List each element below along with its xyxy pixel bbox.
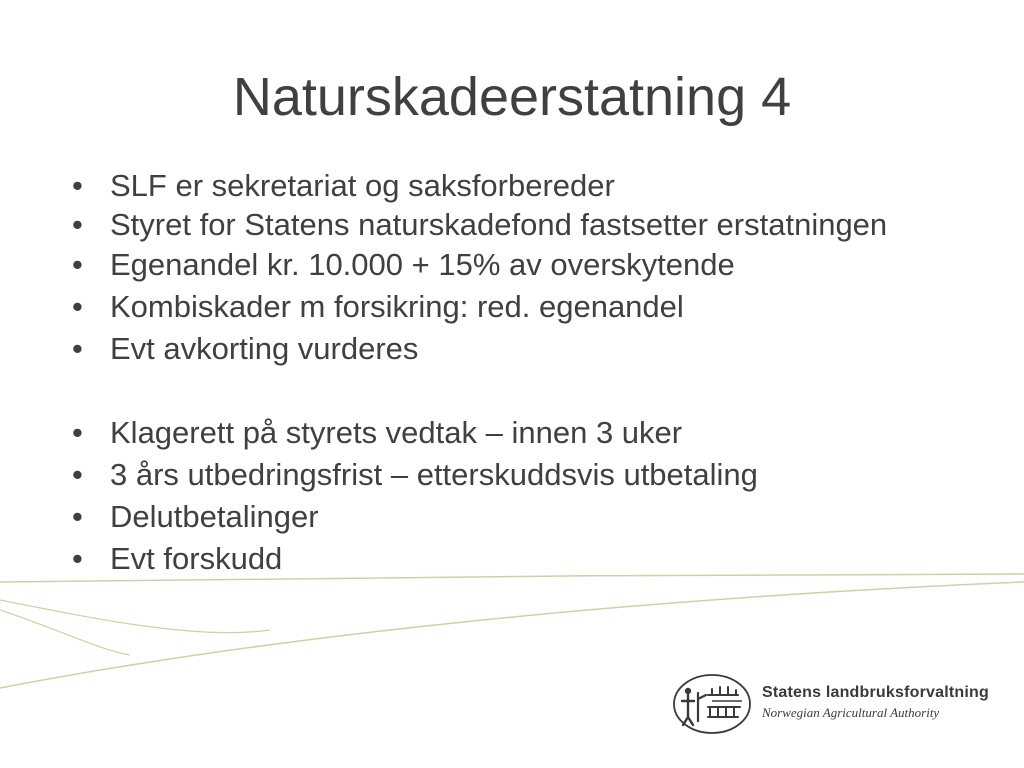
bullet-text: • Evt forskudd <box>110 541 283 576</box>
bullet-text: • Styret for Statens naturskadefond fastsetter erstatningen <box>110 207 888 242</box>
slf-logo <box>672 673 1002 735</box>
logo-subtitle: Norwegian Agricultural Authority <box>762 705 940 720</box>
bullet-text: • Delutbetalinger <box>110 499 319 534</box>
bullet-item <box>68 333 968 364</box>
bullet-item <box>68 501 968 532</box>
bullet-text: • Kombiskader m forsikring: red. egenandel <box>110 289 684 324</box>
bullet-text: • Klagerett på styrets vedtak – innen 3 uker <box>110 415 683 450</box>
bullet-item <box>68 543 968 574</box>
bullet-item <box>68 170 968 201</box>
bullet-item <box>68 417 968 448</box>
bullet-text: • 3 års utbedringsfrist – etterskuddsvis utbetaling <box>110 457 758 492</box>
logo-name: Statens landbruksforvaltning <box>762 684 989 701</box>
bullet-text: • Egenandel kr. 10.000 + 15% av overskytende <box>110 247 735 282</box>
bullet-text: • Evt avkorting vurderes <box>110 331 419 366</box>
bullet-text: • SLF er sekretariat og saksforbereder <box>110 168 615 203</box>
bullet-item <box>68 459 968 490</box>
slf-emblem-icon <box>672 673 752 735</box>
bullet-item <box>68 249 968 280</box>
bullet-item <box>68 207 968 242</box>
bullet-list <box>68 170 968 585</box>
slide-title: Naturskadeerstatning 4 <box>232 67 792 127</box>
bullet-item <box>68 291 968 322</box>
